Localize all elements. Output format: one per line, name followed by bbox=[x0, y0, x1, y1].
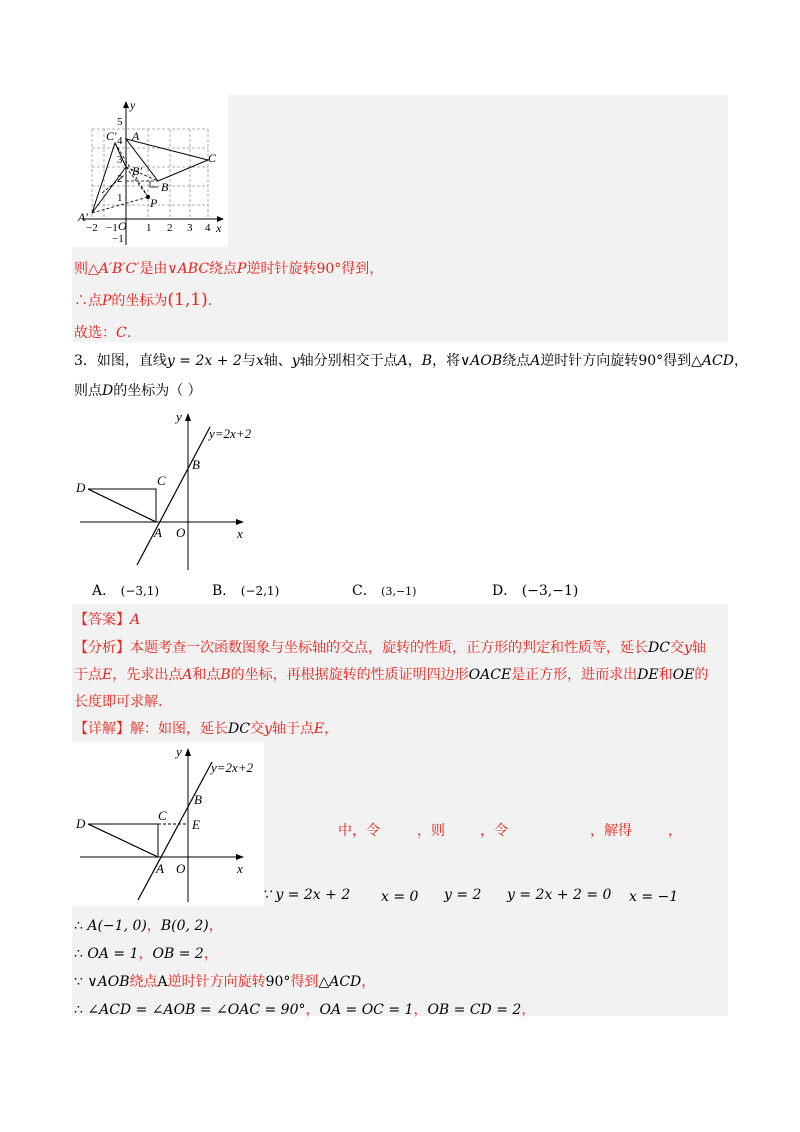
graph2-c-label: C bbox=[157, 473, 166, 488]
solve-math: x = −1 bbox=[629, 889, 679, 905]
graph2-origin-label: O bbox=[176, 525, 186, 540]
graph1-x-tick: 1 bbox=[146, 222, 152, 234]
graph3-e-label: E bbox=[192, 817, 200, 832]
option-b[interactable]: B． (−2,1) bbox=[212, 583, 280, 599]
graph2-b-label: B bbox=[192, 457, 200, 472]
answer-line: 【答案】A bbox=[74, 612, 141, 628]
graph1-origin-label: O bbox=[118, 219, 127, 233]
detail-graph bbox=[72, 742, 264, 906]
graph1-y-label: y bbox=[130, 98, 136, 112]
graph1-x-tick: 3 bbox=[187, 222, 193, 234]
solve-math: ∵ y = 2x + 2 bbox=[262, 887, 351, 903]
solve-word: ，解得 bbox=[590, 823, 632, 839]
graph2-x-label: x bbox=[237, 526, 243, 541]
graph3-c-label: C bbox=[158, 808, 167, 823]
graph1-y-tick: 3 bbox=[117, 154, 123, 166]
graph2-a-label: A bbox=[154, 525, 162, 540]
graph1-y-tick: 1 bbox=[117, 192, 123, 204]
line-y-2x-2 bbox=[137, 427, 210, 565]
solve-word: ，则 bbox=[417, 823, 445, 839]
rotation-coordinate-graph bbox=[72, 95, 228, 247]
graph1-x-label: x bbox=[216, 221, 222, 235]
solve-word: 中，令 bbox=[338, 823, 380, 839]
solve-math: x = 0 bbox=[381, 889, 419, 905]
graph3-b-label: B bbox=[194, 792, 202, 807]
graph2-y-label: y bbox=[176, 409, 182, 424]
graph3-x-label: x bbox=[237, 861, 243, 876]
step-angles: ∴ ∠ACD = ∠AOB = ∠OAC = 90°，OA = OC = 1，OB = CD = 2， bbox=[74, 1002, 536, 1018]
graph1-y-tick: 4 bbox=[117, 135, 123, 147]
analysis-line-2: 于点E，先求出点A和点B的坐标，再根据旋转的性质证明四边形OACE是正方形，进而求出DE和OE的 bbox=[74, 667, 709, 683]
step-lengths: ∴ OA = 1，OB = 2， bbox=[74, 946, 218, 962]
solve-word: ，令 bbox=[480, 823, 508, 839]
graph3-equation: y=2x+2 bbox=[211, 760, 254, 775]
graph1-x-tick: 4 bbox=[205, 222, 211, 234]
choice-statement: 故选：C. bbox=[74, 325, 132, 341]
graph3-y-label: y bbox=[176, 744, 182, 759]
graph1-c1-label: C′ bbox=[106, 129, 117, 143]
graph1-x-tick: −1 bbox=[106, 222, 118, 234]
graph1-a1-label: A′ bbox=[78, 210, 88, 224]
solve-math: y = 2x + 2 = 0 bbox=[507, 887, 612, 903]
graph1-b-label: B bbox=[161, 180, 169, 194]
graph3-origin-label: O bbox=[176, 861, 186, 876]
graph1-x-tick: 2 bbox=[167, 222, 173, 234]
solve-word: ， bbox=[668, 823, 682, 839]
graph2-d-label: D bbox=[76, 480, 86, 495]
question-line-2: 则点D的坐标为（ ） bbox=[74, 383, 202, 399]
step-rotation: ∵ ∨AOB绕点A逆时针方向旋转90°得到△ACD， bbox=[74, 974, 376, 990]
analysis-line-1: 【分析】本题考查一次函数图象与坐标轴的交点，旋转的性质，正方形的判定和性质等，延长DC交y轴 bbox=[74, 640, 706, 656]
graph1-b1-label: B′ bbox=[132, 164, 142, 178]
graph1-a-label: A bbox=[132, 129, 140, 143]
question-graph bbox=[72, 405, 262, 575]
detail-line: 【详解】解：如图，延长DC交y轴于点E， bbox=[74, 721, 339, 737]
graph1-c-label: C bbox=[208, 151, 217, 165]
graph3-a-label: A bbox=[156, 861, 164, 876]
question-line-1: 3．如图，直线y = 2x + 2与x轴、y轴分别相交于点A，B，将∨AOB绕点A逆时针方向旋转90°得到△ACD， bbox=[74, 353, 748, 369]
graph1-y-tick: −1 bbox=[112, 233, 124, 245]
graph2-equation: y=2x+2 bbox=[209, 426, 252, 441]
step-points: ∴ A(−1, 0)，B(0, 2)， bbox=[74, 918, 223, 934]
analysis-line-3: 长度即可求解. bbox=[74, 694, 163, 710]
option-c[interactable]: C． (3,−1) bbox=[352, 583, 417, 599]
graph1-y-tick: 2 bbox=[117, 173, 123, 185]
option-a[interactable]: A． (−3,1) bbox=[92, 583, 160, 599]
graph3-d-label: D bbox=[76, 816, 86, 831]
rotation-statement: 则△A′B′C′是由∨ABC绕点P逆时针旋转90°得到， bbox=[74, 261, 384, 277]
solve-math: y = 2 bbox=[444, 887, 482, 903]
point-p-coordinate: ∴点P的坐标为(1,1). bbox=[74, 290, 213, 310]
graph1-p-label: P bbox=[150, 196, 158, 210]
graph1-y-tick: 5 bbox=[117, 116, 123, 128]
option-d[interactable]: D． (−3,−1) bbox=[492, 583, 579, 599]
graph1-x-tick: −2 bbox=[86, 222, 98, 234]
